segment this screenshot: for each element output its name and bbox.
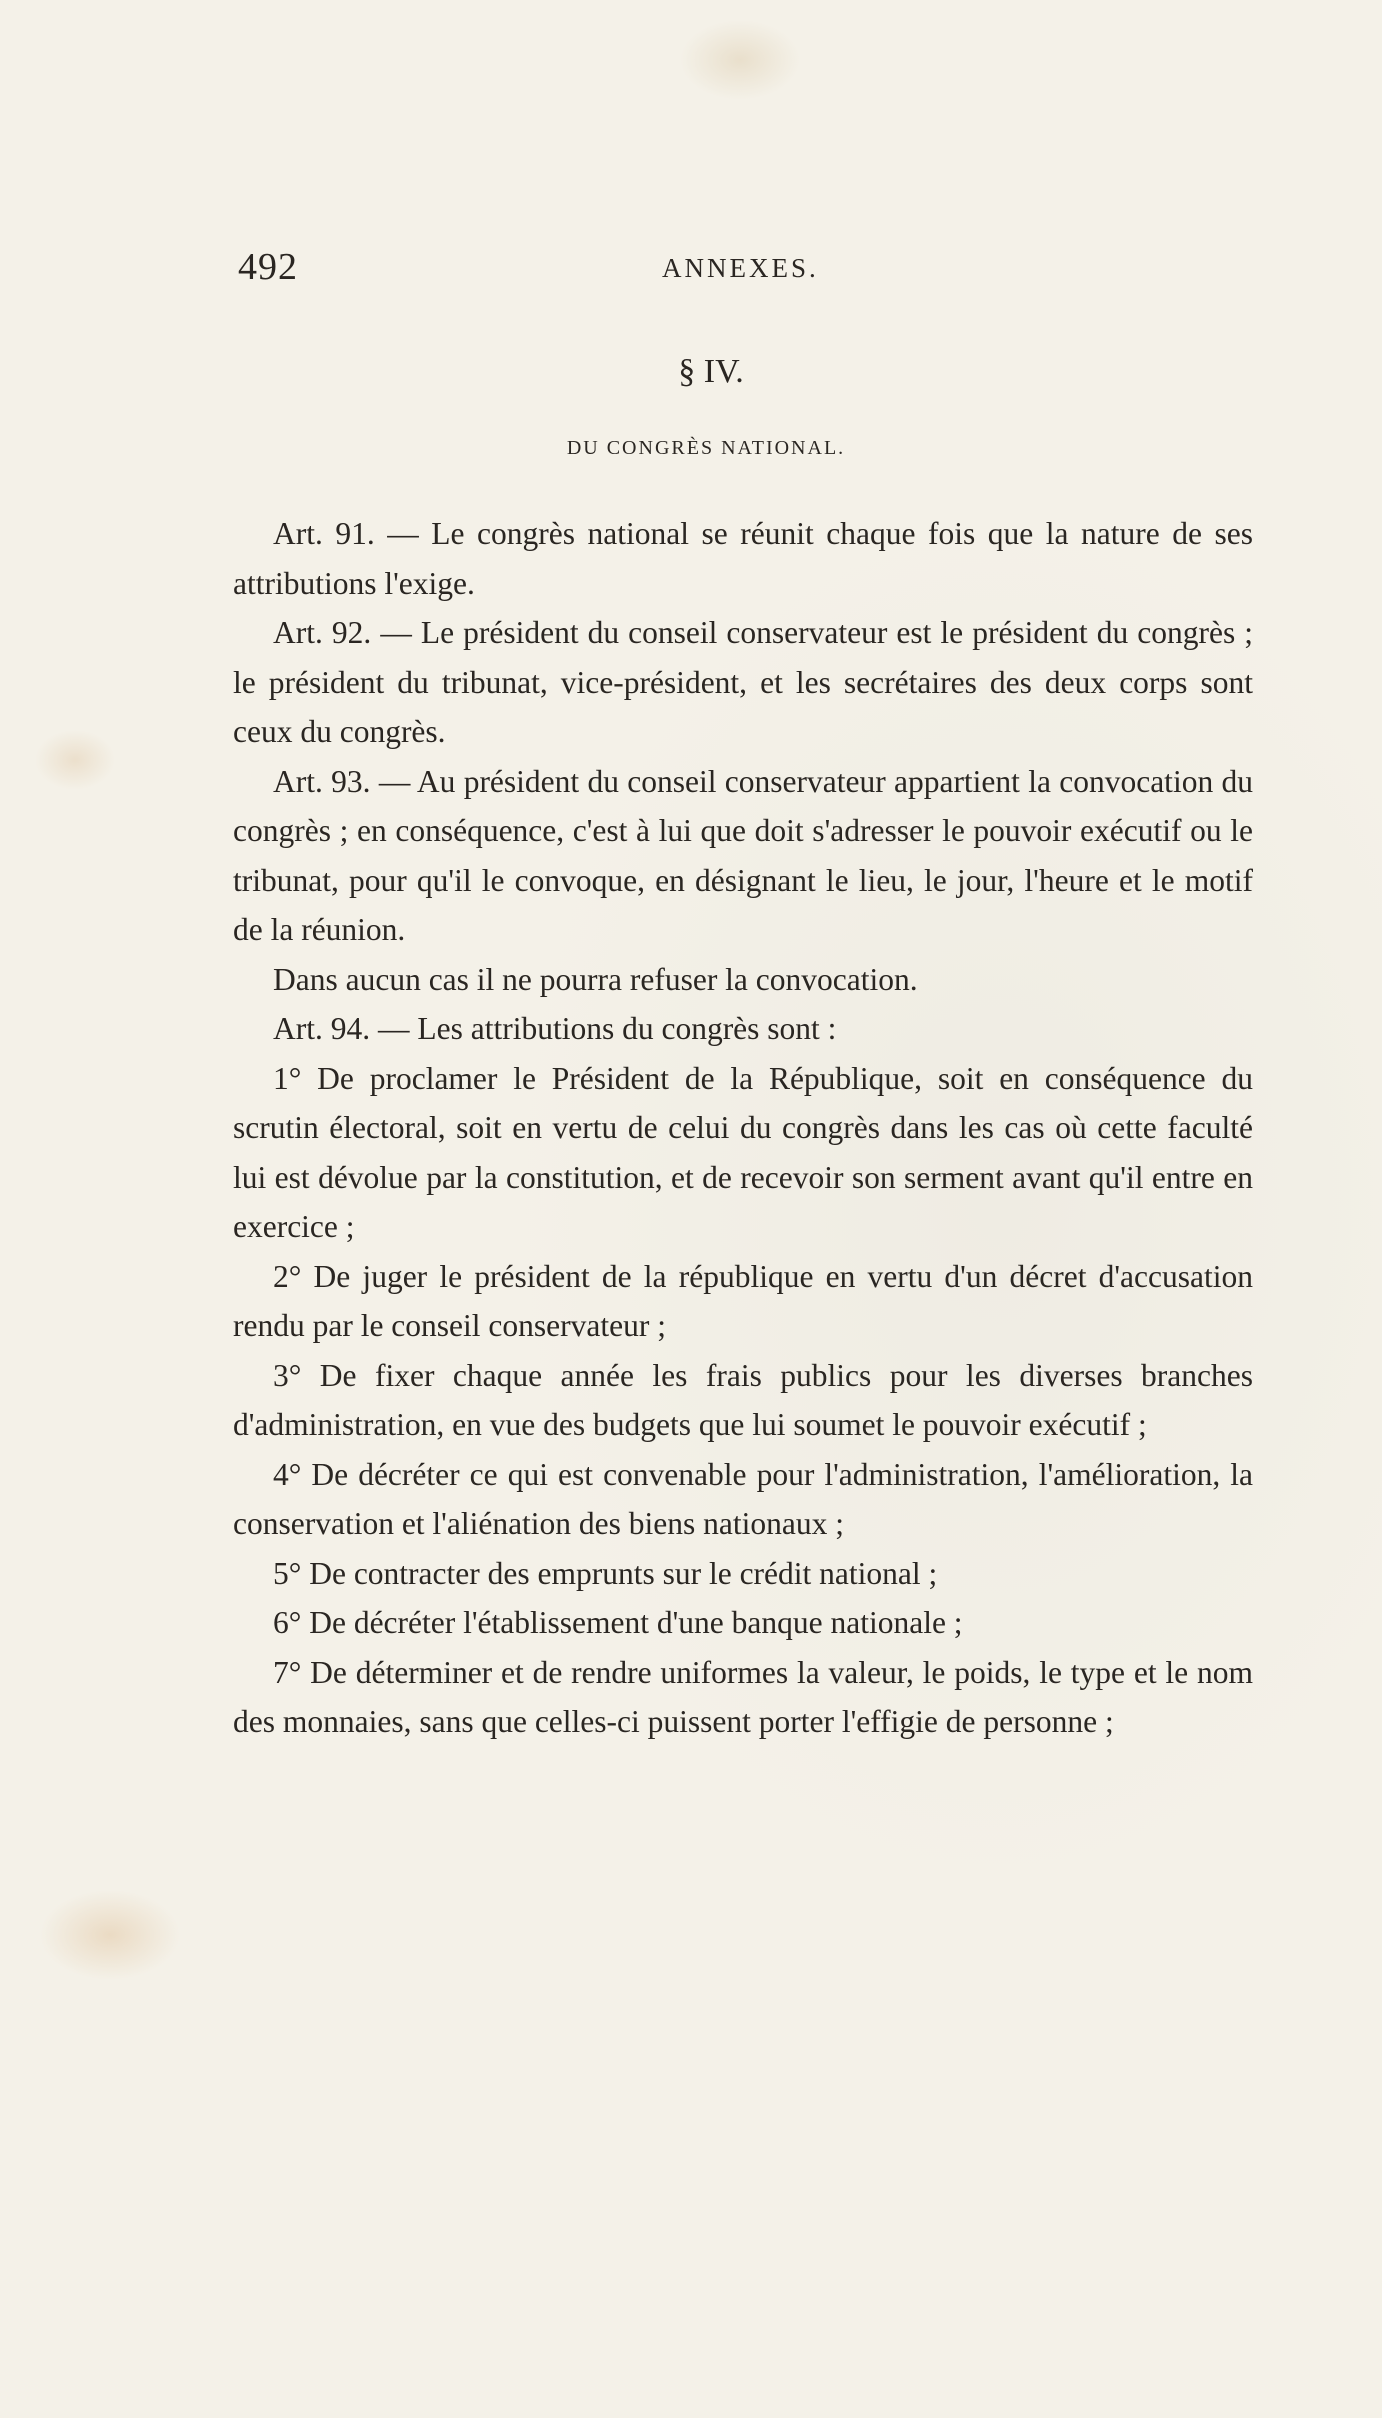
list-item-6: 6° De décréter l'établissement d'une banque nationale ; <box>273 1605 963 1640</box>
list-item-5: 5° De contracter des emprunts sur le crédit national ; <box>273 1555 938 1591</box>
section-title: DU CONGRÈS NATIONAL. <box>566 437 846 459</box>
paragraph-art-94: Art. 94. — Les attributions du congrès sont : <box>273 1011 837 1046</box>
paragraph-art-91: Art. 91. — Le congrès national se réunit chaque fois que la nature de ses attributions l'exige. <box>233 516 1253 601</box>
list-item-1: 1° De proclamer le Président de la République, soit en conséquence du scrutin électoral, soit en vertu de celui du congrès dans les cas où cette faculté lui est dévolue par la constitution, et de recevoir son serment avant qu'il entre en exercice ; <box>233 1060 1253 1244</box>
list-item-2: 2° De juger le président de la république en vertu d'un décret d'accusation rendu par le conseil conservateur ; <box>233 1258 1253 1343</box>
page-header <box>238 245 1258 295</box>
list-item-3: 3° De fixer chaque année les frais publics pour les diverses branches d'administration, en vue des budgets que lui soumet le pouvoir exécutif ; <box>233 1357 1253 1442</box>
section-mark: § IV. <box>678 353 744 390</box>
list-item-4: 4° De décréter ce qui est convenable pour l'administration, l'amélioration, la conservation et l'aliénation des biens nationaux ; <box>233 1456 1253 1541</box>
paragraph-art-93: Art. 93. — Au président du conseil conservateur appartient la convocation du congrès ; en conséquence, c'est à lui que doit s'adresser le pouvoir exécutif ou le tribunat, pour qu'il le convoque, en désignant le lieu, le jour, l'heure et le motif de la réunion. <box>233 763 1253 947</box>
paragraph-refusal-clause: Dans aucun cas il ne pourra refuser la convocation. <box>273 961 918 997</box>
running-title: ANNEXES. <box>662 253 819 283</box>
list-item-7: 7° De déterminer et de rendre uniformes la valeur, le poids, le type et le nom des monnaies, sans que celles-ci puissent porter l'effigie de personne ; <box>233 1654 1253 1739</box>
page-number: 492 <box>238 246 298 288</box>
paragraph-art-92: Art. 92. — Le président du conseil conservateur est le président du congrès ; le président du tribunat, vice-président, et les secrétaires des deux corps sont ceux du congrès. <box>233 615 1253 749</box>
body-text <box>233 509 1253 1747</box>
